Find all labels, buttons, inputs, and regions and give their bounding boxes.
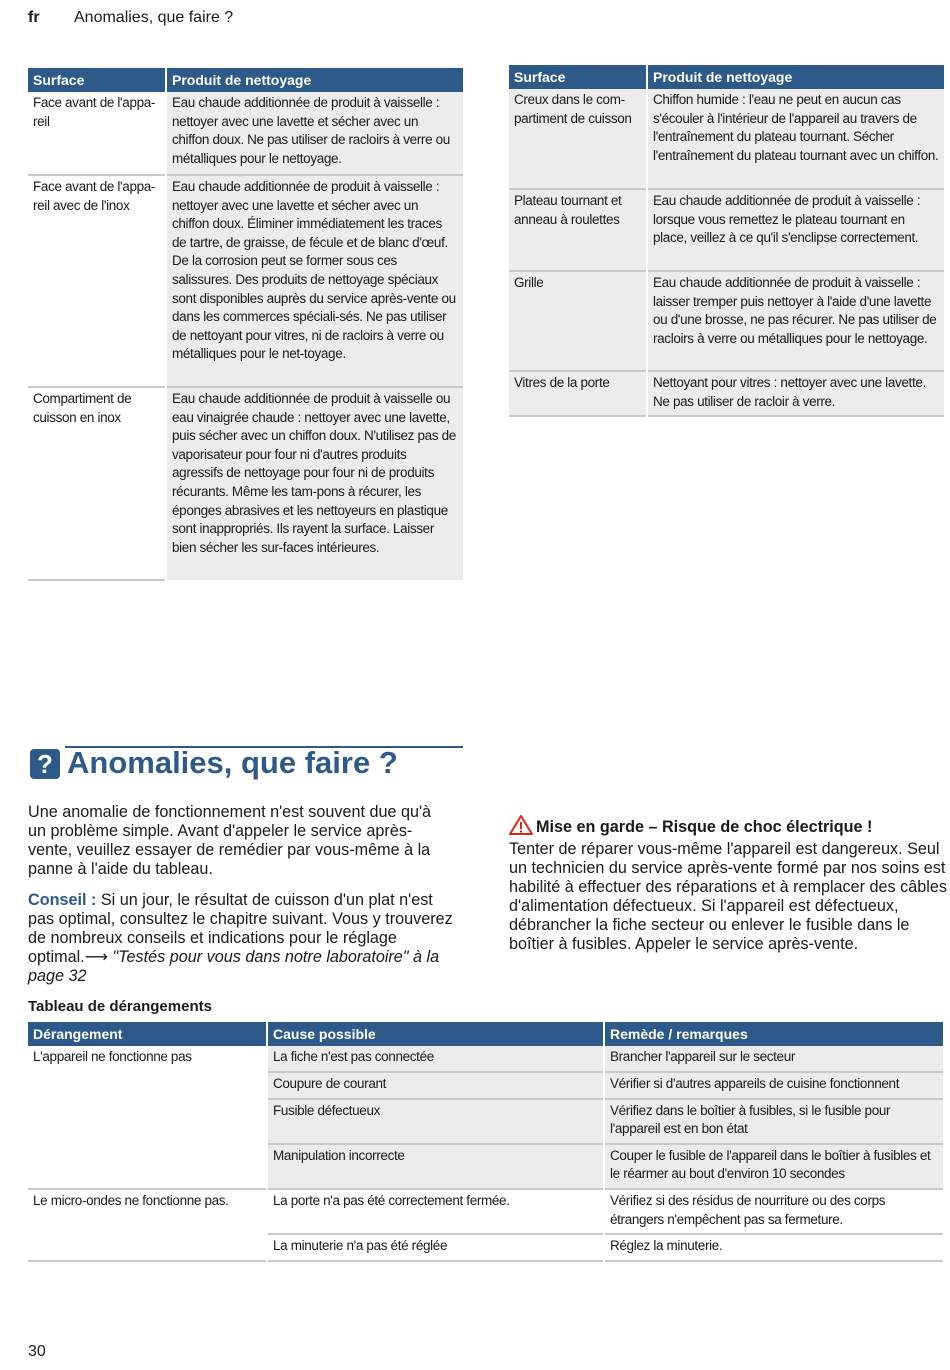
cleaning-product-cell: Eau chaude additionnée de produit à vaisselle : nettoyer avec une lavette et sécher avec un chiffon doux. Ne pas utiliser de racloirs à verre ou métalliques pour le nettoyage. <box>167 92 463 175</box>
table-row <box>509 371 944 416</box>
header-remedy: Remède / remarques <box>605 1022 943 1046</box>
header-cleaning-product: Produit de nettoyage <box>648 65 944 89</box>
fault-cell <box>28 1099 266 1144</box>
surface-cell: Grille <box>509 271 646 371</box>
surface-cell: Compartiment de cuisson en inox <box>28 387 165 580</box>
cause-cell: Coupure de courant <box>268 1072 603 1099</box>
warning-box <box>509 815 947 954</box>
remedy-cell: Vérifiez si des résidus de nourriture ou des corps étrangers n'empêchent pas sa fermeture. <box>605 1189 943 1234</box>
fault-cell: Le micro-ondes ne fonctionne pas. <box>28 1189 266 1234</box>
table-row <box>28 1099 943 1144</box>
page-reference-link[interactable]: "Testés pour vous dans notre laboratoire" à la page 32 <box>28 948 440 985</box>
warning-title: Mise en garde – Risque de choc électrique ! <box>536 818 873 836</box>
surface-cell: Plateau tournant et anneau à roulettes <box>509 189 646 271</box>
table-row <box>509 189 944 271</box>
surface-cell: Vitres de la porte <box>509 371 646 416</box>
cleaning-product-cell: Nettoyant pour vitres : nettoyer avec une lavette. Ne pas utiliser de racloir à verre. <box>648 371 944 416</box>
cleaning-product-cell: Eau chaude additionnée de produit à vaisselle : laisser tremper puis nettoyer à l'aide d'une lavette ou d'une brosse, ne pas récurer. Ne pas utiliser de racloirs à verre ou métalliques pour le nettoyage. <box>648 271 944 371</box>
table-row <box>28 1234 943 1261</box>
language-code: fr <box>28 9 40 26</box>
surface-cell: Face avant de l'appa- reil <box>28 92 165 175</box>
table-row <box>28 387 463 580</box>
header-surface: Surface <box>509 65 646 89</box>
remedy-cell: Couper le fusible de l'appareil dans le boîtier à fusibles et le réarmer au bout d'environ 10 secondes <box>605 1144 943 1189</box>
table-row <box>509 89 944 189</box>
cleaning-product-cell: Eau chaude additionnée de produit à vaisselle : nettoyer avec une lavette et sécher avec un chiffon doux. Éliminer immédiatement les traces de tartre, de graisse, de fécule et de blanc d'œuf. De la corrosion peut se former sous ces salissures. Des produits de nettoyage spéciaux sont disponibles auprès du service après-vente ou dans les commerces spéciali-sés. Ne pas utiliser de nettoyant pour vitres, ni de racloirs à verre ou métalliques pour le net-toyage. <box>167 175 463 387</box>
header-cause: Cause possible <box>268 1022 603 1046</box>
header-fault: Dérangement <box>28 1022 266 1046</box>
page-number: 30 <box>28 1343 46 1360</box>
surface-cell: Creux dans le com- partiment de cuisson <box>509 89 646 189</box>
cause-cell: La porte n'a pas été correctement fermée. <box>268 1189 603 1234</box>
fault-cell <box>28 1072 266 1099</box>
warning-triangle-icon <box>509 815 533 840</box>
tip-label: Conseil : <box>28 891 97 909</box>
table-row <box>509 271 944 371</box>
surface-cell: Face avant de l'appa- reil avec de l'inox <box>28 175 165 387</box>
section-title: Anomalies, que faire ? <box>67 745 398 780</box>
fault-cell <box>28 1144 266 1189</box>
header-surface: Surface <box>28 68 165 92</box>
table-row <box>28 1072 943 1099</box>
fault-table <box>28 1022 943 1262</box>
table-row <box>28 175 463 387</box>
cleaning-product-cell: Eau chaude additionnée de produit à vaisselle : lorsque vous remettez le plateau tournant en place, veillez à ce qu'il s'enclipse correctement. <box>648 189 944 271</box>
remedy-cell: Vérifier si d'autres appareils de cuisine fonctionnent <box>605 1072 943 1099</box>
table-row <box>28 1046 943 1072</box>
table-row <box>28 1144 943 1189</box>
table-row <box>28 1189 943 1234</box>
cleaning-table-left <box>28 68 463 581</box>
cleaning-product-cell: Eau chaude additionnée de produit à vaisselle ou eau vinaigrée chaude : nettoyer avec une lavette, puis sécher avec un chiffon doux. N'utilisez pas de vaporisateur pour four ni d'autres produits agressifs de nettoyage pour four ni de produits récurants. Même les tam-pons à récurer, les éponges abrasives et les nettoyeurs en plastique sont inappropriés. Ils rayent la surface. Laisser bien sécher les sur-faces intérieures. <box>167 387 463 580</box>
tip-paragraph <box>28 891 458 986</box>
question-mark-icon: ? <box>30 749 60 779</box>
cause-cell: Manipulation incorrecte <box>268 1144 603 1189</box>
remedy-cell: Vérifiez dans le boîtier à fusibles, si le fusible pour l'appareil est en bon état <box>605 1099 943 1144</box>
header-cleaning-product: Produit de nettoyage <box>167 68 463 92</box>
fault-cell: L'appareil ne fonctionne pas <box>28 1046 266 1072</box>
cause-cell: La fiche n'est pas connectée <box>268 1046 603 1072</box>
fault-table-title: Tableau de dérangements <box>28 998 212 1015</box>
intro-paragraph: Une anomalie de fonctionnement n'est souvent due qu'à un problème simple. Avant d'appeler le service après-vente, veuillez essayer de remédier par vous-même à la panne à l'aide du tableau. <box>28 803 432 878</box>
warning-text: Tenter de réparer vous-même l'appareil est dangereux. Seul un technicien du service après-vente formé par nos soins est habilité à effectuer des réparations et à remplacer des câbles d'alimentation défectueux. Si l'appareil est défectueux, débrancher la fiche secteur ou enlever le fusible dans le boîtier à fusibles. Appeler le service après-vente. <box>509 840 947 953</box>
table-row <box>28 92 463 175</box>
cleaning-table-right <box>509 65 944 417</box>
cause-cell: La minuterie n'a pas été réglée <box>268 1234 603 1261</box>
cleaning-product-cell: Chiffon humide : l'eau ne peut en aucun cas s'écouler à l'intérieur de l'appareil au travers de l'entraînement du plateau tournant. Sécher l'entraînement du plateau tournant avec un chiffon. <box>648 89 944 189</box>
remedy-cell: Brancher l'appareil sur le secteur <box>605 1046 943 1072</box>
arrow-icon: ⟶ <box>84 948 108 966</box>
running-header-title: Anomalies, que faire ? <box>74 9 234 26</box>
cause-cell: Fusible défectueux <box>268 1099 603 1144</box>
remedy-cell: Réglez la minuterie. <box>605 1234 943 1261</box>
tip-text: Si un jour, le résultat de cuisson d'un plat n'est pas optimal, consultez le chapitre suivant. Vous y trouverez de nombreux conseils et indications pour le réglage optimal. <box>28 891 453 966</box>
fault-cell <box>28 1234 266 1261</box>
